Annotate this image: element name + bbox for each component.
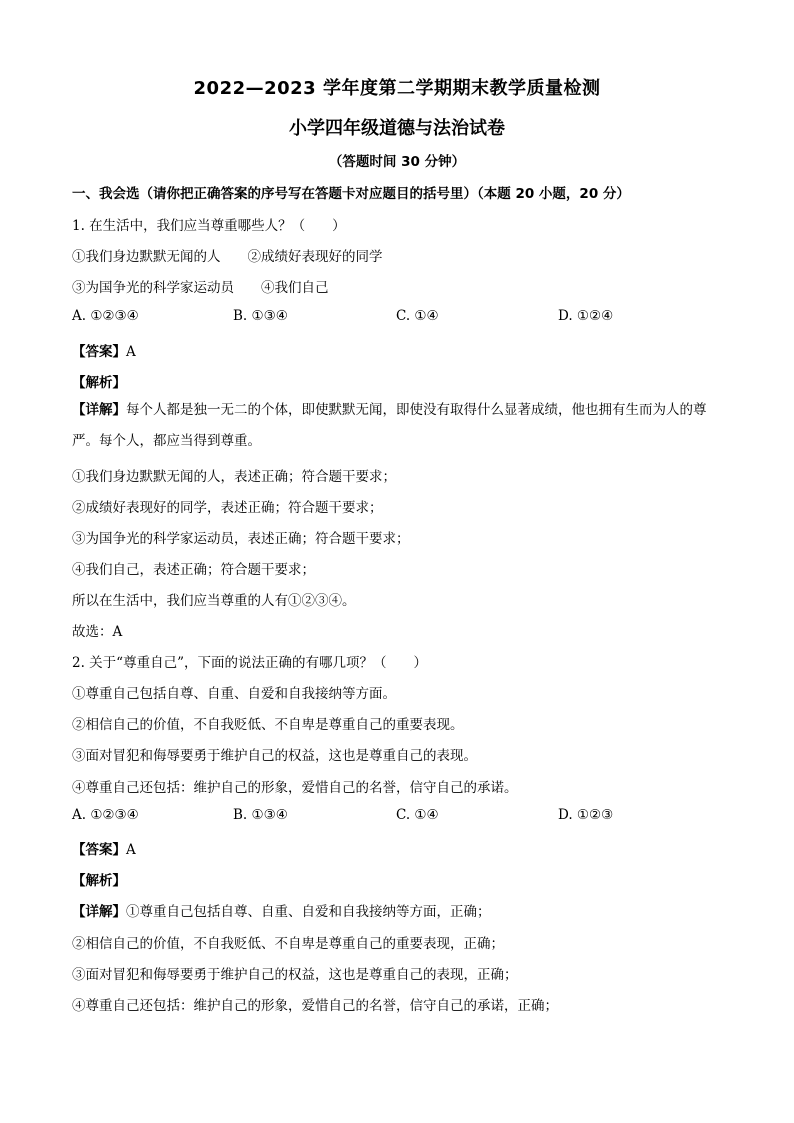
question-2-item-2: ②相信自己的价值，不自我贬低、不自卑是尊重自己的重要表现。 xyxy=(72,717,464,733)
question-2-option-d: D. ①②③ xyxy=(558,807,614,823)
question-2-option-c: C. ①④ xyxy=(396,807,439,823)
question-1-stem: 1. 在生活中，我们应当尊重哪些人？（ ） xyxy=(72,218,346,234)
question-2-item-4: ④尊重自己还包括：维护自己的形象，爱惜自己的名誉，信守自己的承诺。 xyxy=(72,780,518,796)
detail-text: ①尊重自己包括自尊、自重、自爱和自我接纳等方面，正确； xyxy=(126,904,491,920)
question-2-option-a: A. ①②③④ xyxy=(72,807,139,823)
question-1-option-c: C. ①④ xyxy=(396,308,439,324)
question-1-final-choice: 故选：A xyxy=(72,624,123,640)
exam-title: 2022—2023 学年度第二学期期末教学质量检测 xyxy=(193,78,601,99)
question-1-items-line2: ③为国争光的科学家运动员 ④我们自己 xyxy=(72,280,329,296)
detail-label: 【详解】 xyxy=(72,402,126,418)
answer-label: 【答案】 xyxy=(72,344,126,360)
question-1-explain-4: ④我们自己，表述正确；符合题干要求； xyxy=(72,562,315,578)
question-2-item-1: ①尊重自己包括自尊、自重、自爱和自我接纳等方面。 xyxy=(72,686,396,702)
exam-duration: （答题时间 30 分钟） xyxy=(328,154,466,170)
question-1-option-d: D. ①②④ xyxy=(558,308,614,324)
answer-value: A xyxy=(126,344,136,360)
question-2-explain-2: ②相信自己的价值，不自我贬低、不自卑是尊重自己的重要表现，正确； xyxy=(72,936,504,952)
question-1-option-a: A. ①②③④ xyxy=(72,308,139,324)
question-1-explain-3: ③为国争光的科学家运动员，表述正确；符合题干要求； xyxy=(72,531,410,547)
detail-text: 每个人都是独一无二的个体，即使默默无闻，即使没有取得什么显著成绩，他也拥有生而为人的尊严。每个人，都应当得到尊重。 xyxy=(72,402,707,449)
question-1-items-line1: ①我们身边默默无闻的人 ②成绩好表现好的同学 xyxy=(72,249,383,265)
question-2-detail xyxy=(72,900,491,920)
section-heading: 一、我会选（请你把正确答案的序号写在答题卡对应题目的括号里）（本题 20 小题，20 分） xyxy=(72,186,630,202)
question-1-explain-2: ②成绩好表现好的同学，表述正确；符合题干要求； xyxy=(72,500,383,516)
question-2-stem: 2. 关于“尊重自己”，下面的说法正确的有哪几项？（ ） xyxy=(72,655,427,671)
question-2-analysis-label: 【解析】 xyxy=(72,873,126,889)
question-2-explain-4: ④尊重自己还包括：维护自己的形象，爱惜自己的名誉，信守自己的承诺，正确； xyxy=(72,998,558,1014)
question-2-item-3: ③面对冒犯和侮辱要勇于维护自己的权益，这也是尊重自己的表现。 xyxy=(72,748,477,764)
exam-subtitle: 小学四年级道德与法治试卷 xyxy=(289,118,505,139)
question-1-detail xyxy=(72,395,722,457)
question-2-explain-3: ③面对冒犯和侮辱要勇于维护自己的权益，这也是尊重自己的表现，正确； xyxy=(72,967,518,983)
answer-label: 【答案】 xyxy=(72,842,126,858)
detail-label: 【详解】 xyxy=(72,904,126,920)
answer-value: A xyxy=(126,842,136,858)
question-1-analysis-label: 【解析】 xyxy=(72,375,126,391)
question-2-option-b: B. ①③④ xyxy=(233,807,288,823)
question-1-answer xyxy=(72,340,136,360)
question-1-option-b: B. ①③④ xyxy=(233,308,288,324)
question-1-conclusion: 所以在生活中，我们应当尊重的人有①②③④。 xyxy=(72,593,356,609)
question-2-answer xyxy=(72,838,136,858)
question-1-explain-1: ①我们身边默默无闻的人，表述正确；符合题干要求； xyxy=(72,469,396,485)
